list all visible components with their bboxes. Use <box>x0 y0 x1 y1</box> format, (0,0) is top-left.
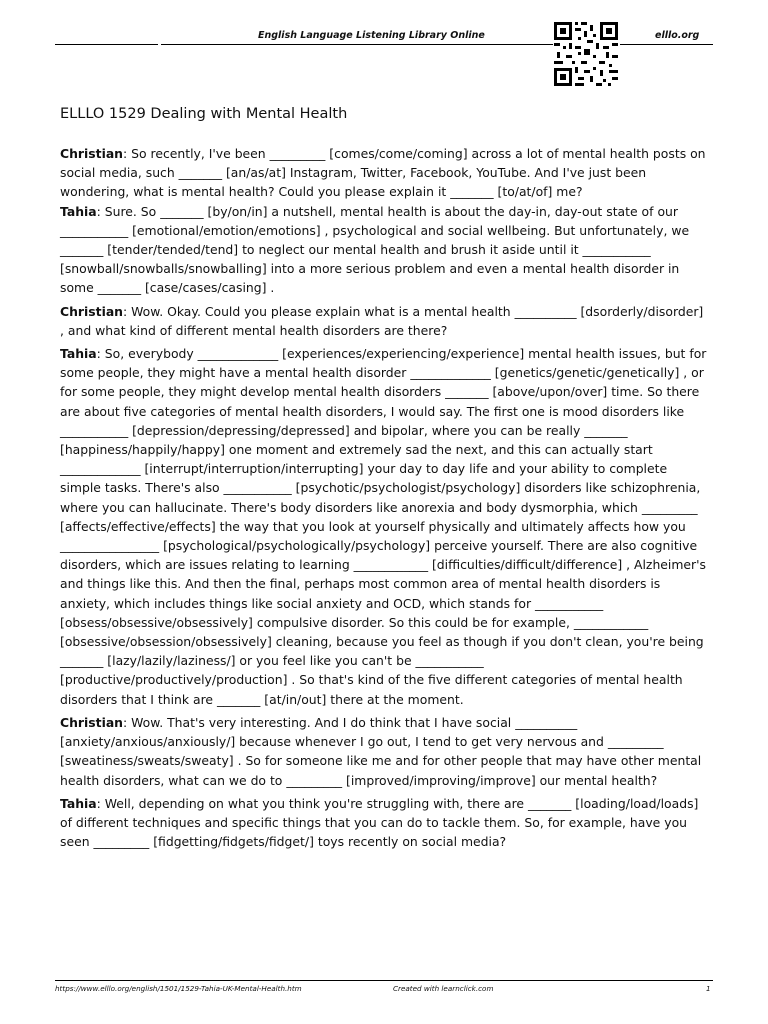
document-title: ELLLO 1529 Dealing with Mental Health <box>60 106 348 122</box>
footer-url-link[interactable]: https://www.elllo.org/english/1501/1529-Tahia-UK-Mental-Health.htm <box>55 984 302 993</box>
qr-code-icon <box>553 21 619 87</box>
paragraph-text: : Wow. That's very interesting. And I do think that I have social __________ [anxiety/anxious/anxiously/] because whenever I go out, I tend to get very nervous and _________ [sweatiness/sweats/sweaty] . So for someone like me and for other people that may have other mental health disorders, what can we do to _________ [improved/improving/improve] our mental health? <box>60 714 702 788</box>
page-number: 1 <box>706 984 711 993</box>
transcript-paragraph <box>60 794 708 852</box>
header-rule-middle-segment <box>161 44 553 45</box>
paragraph-text: : Sure. So _______ [by/on/in] a nutshell, mental health is about the day-in, day-out state of our ___________ [emotional/emotion/emotions] , psychological and social wellbeing. But unfortunately, we _______ [tender/tended/tend] to neglect our mental health and brush it aside until it ___________ [snowball/snowballs/snowballing] into a more serious problem and even a mental health disorder in some _______ [case/cases/casing] . <box>60 203 690 296</box>
transcript-paragraph <box>60 344 708 709</box>
paragraph-text: : Well, depending on what you think you're struggling with, there are _______ [loading/load/loads] of different techniques and specific things that you can do to tackle them. So, for example, have you seen _________ [fidgetting/fidgets/fidget/] toys recently on social media? <box>60 795 699 850</box>
transcript-body <box>60 144 708 855</box>
transcript-paragraph <box>60 144 708 202</box>
transcript-paragraph <box>60 713 708 790</box>
speaker-name: Christian <box>60 714 123 730</box>
header-title: English Language Listening Library Online <box>258 30 485 41</box>
speaker-name: Tahia <box>60 203 97 219</box>
speaker-name: Christian <box>60 146 123 161</box>
paragraph-text: : So, everybody _____________ [experiences/experiencing/experience] mental health issues, but for some people, they might have a mental health disorder _____________ [genetics/genetic/genetically] , or for some people, they might develop mental health disorders _______ [above/upon/over] time. So there are about five categories of mental health disorders, I would say. The first one is mood disorders like ___________ [depression/depressing/depressed] and bipolar, where you can be really _______ [happiness/happily/happy] one moment and extremely sad the next, and this can actually start _____________ [interrupt/interruption/interrupting] your day to day life and your ability to complete simple tasks. There's also ___________ [psychotic/psychologist/psychology] disorders like schizophrenia, where you can hallucinate. There's body disorders like anorexia and body dysmorphia, which _________ [affects/effective/effects] the way that you look at yourself physically and ultimately affects how you ________________ [psychological/psychologically/psychology] perceive yourself. There are also cognitive disorders, which are issues relating to learning ____________ [difficulties/difficult/difference] , Alzheimer's and things like this. And then the final, perhaps most common area of mental health disorders is anxiety, which includes things like social anxiety and OCD, which stands for ___________ [obsess/obsessive/obsessively] compulsive disorder. So this could be for example, ____________ [obsessive/obsession/obsessively] cleaning, because you feel as though if you don't clean, you're being _______ [lazy/lazily/laziness/] or you feel like you can't be ___________ [productive/productively/production] . So that's kind of the five different categories of mental health disorders that I think are _______ [at/in/out] there at the moment. <box>60 346 707 707</box>
speaker-name: Tahia <box>60 346 97 362</box>
speaker-name: Tahia <box>60 795 97 811</box>
paragraph-text: : Wow. Okay. Could you please explain what is a mental health __________ [dsorderly/disorder] , and what kind of different mental health disorders are there? <box>60 303 704 338</box>
header-rule-right-segment <box>620 44 713 45</box>
speaker-name: Christian <box>60 303 123 319</box>
footer-created-with: Created with learnclick.com <box>393 984 494 993</box>
transcript-paragraph <box>60 302 708 340</box>
footer-rule <box>55 980 713 981</box>
header-rule-left-segment <box>55 44 158 45</box>
transcript-paragraph <box>60 202 708 298</box>
header-site-link[interactable]: elllo.org <box>655 30 700 41</box>
paragraph-text: : So recently, I've been _________ [comes/come/coming] across a lot of mental health posts on social media, such _______ [an/as/at] Instagram, Twitter, Facebook, YouTube. And I've just been wondering, what is mental health? Could you please explain it _______ [to/at/of] me? <box>60 146 706 200</box>
